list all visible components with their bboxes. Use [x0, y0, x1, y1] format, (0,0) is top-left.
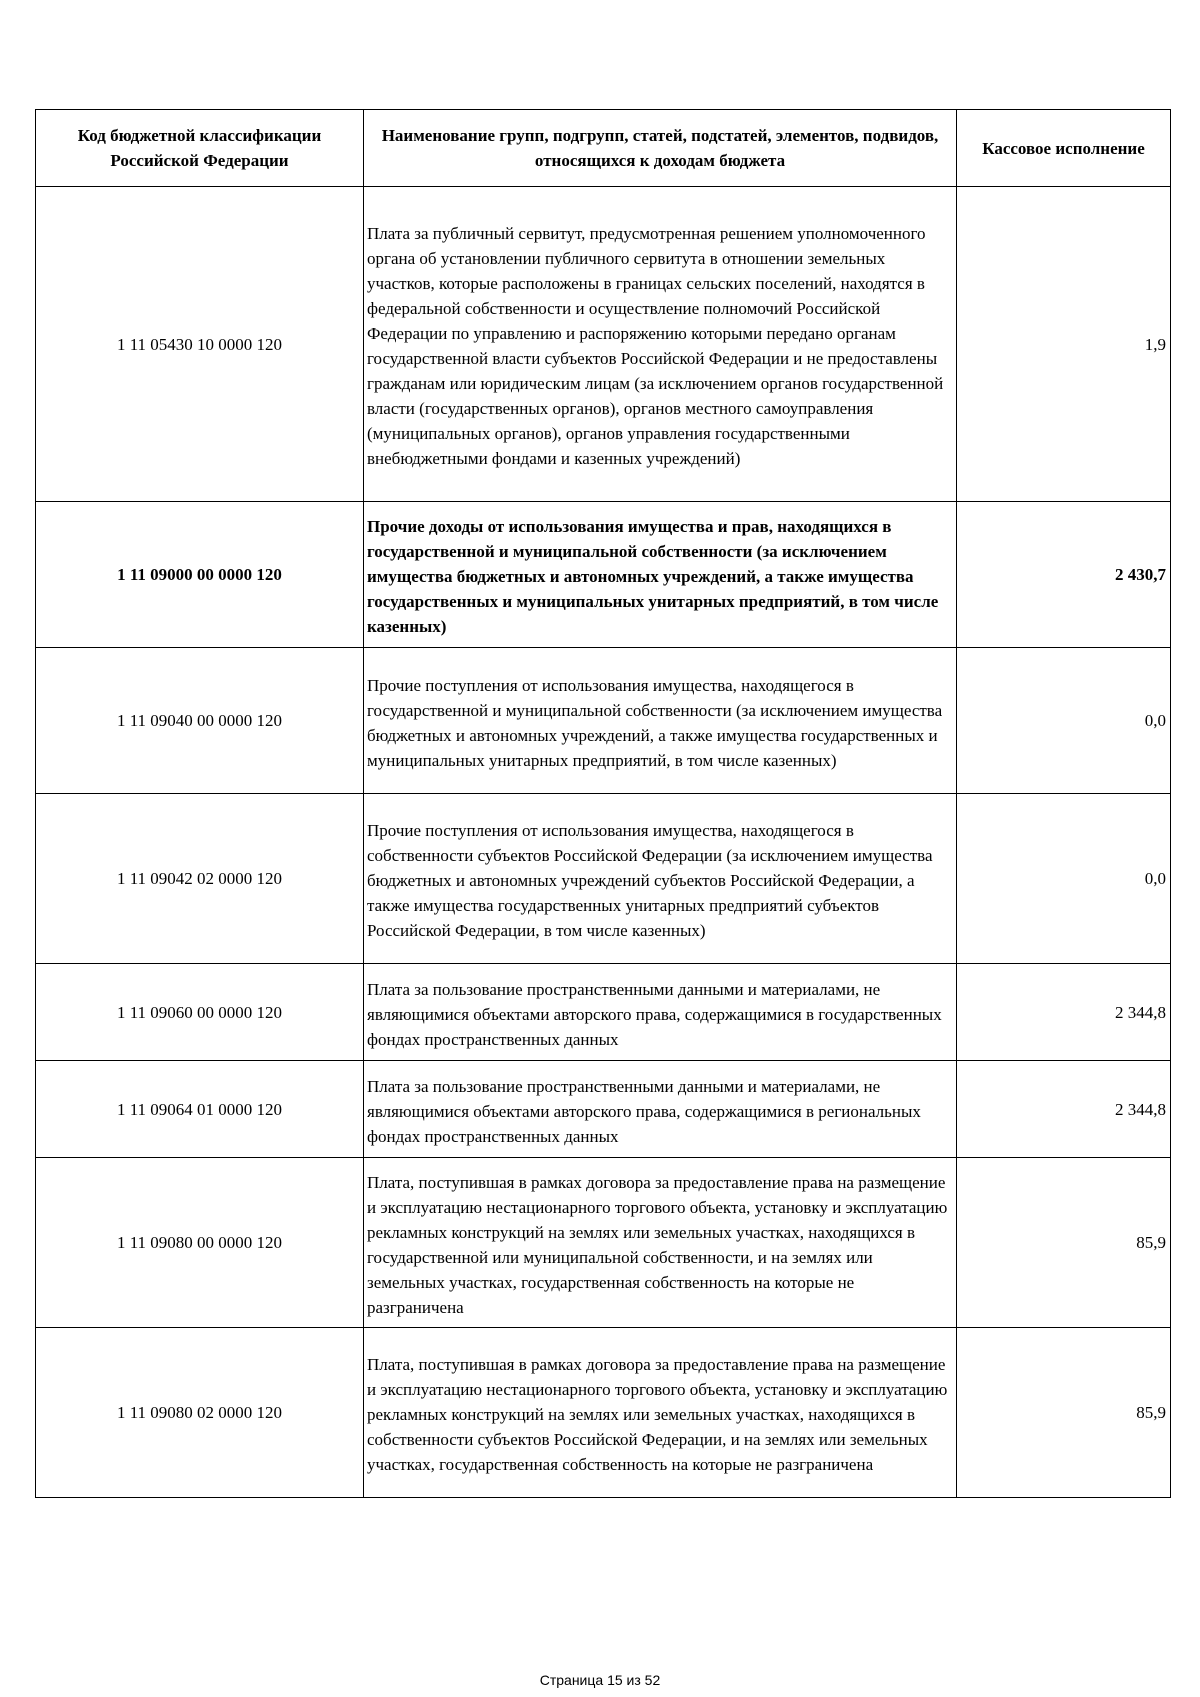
row-amount: 2 344,8: [957, 1061, 1171, 1158]
row-code: 1 11 09080 02 0000 120: [36, 1328, 364, 1498]
row-amount: 0,0: [957, 794, 1171, 964]
row-name: Плата за пользование пространственными данными и материалами, не являющимися объектами авторского права, содержащимися в государственных фондах пространственных данных: [364, 964, 957, 1061]
table-row: [36, 964, 1171, 1061]
budget-revenue-table: [35, 109, 1171, 1498]
row-name: Плата за публичный сервитут, предусмотренная решением уполномоченного органа об установлении публичного сервитута в отношении земельных участков, которые расположены в границах сельских поселений, находятся в федеральной собственности и осуществление полномочий Российской Федерации по управлению и распоряжению которыми передано органам государственной власти субъектов Российской Федерации и не предоставлены гражданам или юридическим лицам (за исключением органов государственной власти (государственных органов), органов местного самоуправления (муниципальных органов), органов управления государственными внебюджетными фондами и казенных учреждений): [364, 187, 957, 502]
row-amount: 2 430,7: [957, 502, 1171, 648]
row-amount: 85,9: [957, 1158, 1171, 1328]
page-number: Страница 15 из 52: [539, 1672, 661, 1688]
row-name: Плата, поступившая в рамках договора за предоставление права на размещение и эксплуатацию нестационарного торгового объекта, установку и эксплуатацию рекламных конструкций на землях или земельных участках, находящихся в собственности субъектов Российской Федерации, и на землях или земельных участках, государственная собственность на которые не разграничена: [364, 1328, 957, 1498]
row-name: Плата, поступившая в рамках договора за предоставление права на размещение и эксплуатацию нестационарного торгового объекта, установку и эксплуатацию рекламных конструкций на землях или земельных участках, находящихся в государственной или муниципальной собственности, и на землях или земельных участках, государственная собственность на которые не разграничена: [364, 1158, 957, 1328]
table-row: [36, 794, 1171, 964]
row-code: 1 11 09060 00 0000 120: [36, 964, 364, 1061]
row-name: Прочие доходы от использования имущества и прав, находящихся в государственной и муниципальной собственности (за исключением имущества бюджетных и автономных учреждений, а также имущества государственных и муниципальных унитарных предприятий, в том числе казенных): [364, 502, 957, 648]
row-code: 1 11 09000 00 0000 120: [36, 502, 364, 648]
table-row: [36, 1158, 1171, 1328]
table-row: [36, 1328, 1171, 1498]
row-amount: 2 344,8: [957, 964, 1171, 1061]
table-row: [36, 1061, 1171, 1158]
row-code: 1 11 09040 00 0000 120: [36, 648, 364, 794]
table-header-row: [36, 110, 1171, 187]
header-amount: Кассовое исполнение: [957, 110, 1171, 187]
table-row: [36, 648, 1171, 794]
header-name: Наименование групп, подгрупп, статей, подстатей, элементов, подвидов, относящихся к доходам бюджета: [364, 110, 957, 187]
table-row: [36, 187, 1171, 502]
row-name: Прочие поступления от использования имущества, находящегося в государственной и муниципальной собственности (за исключением имущества бюджетных и автономных учреждений, а также имущества государственных и муниципальных унитарных предприятий, в том числе казенных): [364, 648, 957, 794]
row-code: 1 11 09064 01 0000 120: [36, 1061, 364, 1158]
header-code: Код бюджетной классификации Российской Федерации: [36, 110, 364, 187]
row-amount: 85,9: [957, 1328, 1171, 1498]
row-code: 1 11 05430 10 0000 120: [36, 187, 364, 502]
row-code: 1 11 09080 00 0000 120: [36, 1158, 364, 1328]
table-row-group-total: [36, 502, 1171, 648]
row-name: Прочие поступления от использования имущества, находящегося в собственности субъектов Российской Федерации (за исключением имущества бюджетных и автономных учреждений субъектов Российской Федерации, а также имущества государственных унитарных предприятий субъектов Российской Федерации, в том числе казенных): [364, 794, 957, 964]
row-amount: 1,9: [957, 187, 1171, 502]
row-code: 1 11 09042 02 0000 120: [36, 794, 364, 964]
row-name: Плата за пользование пространственными данными и материалами, не являющимися объектами авторского права, содержащимися в региональных фондах пространственных данных: [364, 1061, 957, 1158]
row-amount: 0,0: [957, 648, 1171, 794]
